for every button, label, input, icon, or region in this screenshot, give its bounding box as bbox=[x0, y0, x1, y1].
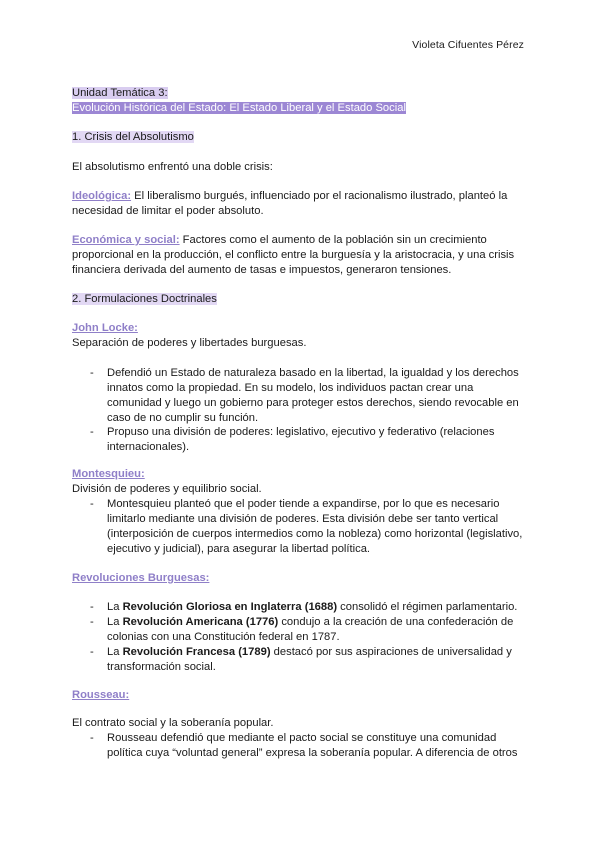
section2-heading-block bbox=[72, 292, 528, 307]
list-item bbox=[90, 645, 530, 675]
section1-intro: El absolutismo enfrentó una doble crisis: bbox=[72, 161, 273, 173]
r2-bold: Revolución Americana (1776) bbox=[122, 616, 279, 628]
rousseau-label bbox=[72, 688, 528, 703]
montesquieu-bullet-1: Montesquieu planteó que el poder tiende a expandirse, por lo que es necesario limitarlo mediante una división de poderes. Esta división debe ser tanto vertical (interposición de cuerpos intermedios como la nobleza) como horizontal (legislativo, ejecutivo y judicial), para asegurar la libertad política. bbox=[107, 498, 523, 555]
rousseau-label-text: Rousseau: bbox=[72, 689, 130, 701]
r1-bold: Revolución Gloriosa en Inglaterra (1688) bbox=[122, 601, 338, 613]
locke-label bbox=[72, 321, 528, 336]
section1-heading: 1. Crisis del Absolutismo bbox=[72, 131, 194, 143]
bullet-dash: - bbox=[90, 367, 94, 379]
economica-label: Económica y social: bbox=[72, 234, 180, 246]
montesquieu-label bbox=[72, 467, 528, 482]
montesquieu-label-text: Montesquieu: bbox=[72, 468, 145, 480]
bullet-dash: - bbox=[90, 646, 94, 658]
bullet-dash: - bbox=[90, 732, 94, 744]
bullet-dash: - bbox=[90, 426, 94, 438]
revoluciones-label bbox=[72, 571, 528, 586]
economica-paragraph bbox=[72, 233, 528, 278]
r2-post: condujo a la creación de una confederación de colonias con una Constitución federal en 1787. bbox=[107, 616, 514, 643]
unit-subtitle: Evolución Histórica del Estado: El Estado Liberal y el Estado Social bbox=[72, 102, 406, 114]
bullet-dash: - bbox=[90, 601, 94, 613]
montesquieu-subtitle: División de poderes y equilibrio social. bbox=[72, 483, 262, 495]
rousseau-bullet-1: Rousseau defendió que mediante el pacto social se constituye una comunidad política cuya “voluntad general” expresa la soberanía popular. A diferencia de otros bbox=[107, 732, 518, 759]
r3-bold: Revolución Francesa (1789) bbox=[122, 646, 271, 658]
r1-pre: La bbox=[107, 601, 123, 613]
revolucion-gloriosa bbox=[107, 600, 527, 615]
list-item bbox=[90, 600, 530, 615]
locke-subtitle: Separación de poderes y libertades burguesas. bbox=[72, 337, 307, 349]
ideologica-paragraph bbox=[72, 189, 528, 219]
section1-heading-block bbox=[72, 130, 528, 145]
bullet-dash: - bbox=[90, 616, 94, 628]
list-item bbox=[90, 615, 530, 645]
list-item bbox=[90, 731, 530, 761]
r1-post: consolidó el régimen parlamentario. bbox=[337, 601, 518, 613]
economica-text: Factores como el aumento de la población sin un crecimiento proporcional en la producción, el conflicto entre la burguesía y la aristocracia, y una crisis financiera derivada del aumento de tasas e impuestos, generaron tensiones. bbox=[72, 234, 515, 276]
ideologica-text: El liberalismo burgués, influenciado por el racionalismo ilustrado, planteó la necesidad de limitar el poder absoluto. bbox=[72, 190, 508, 217]
locke-bullet-1: Defendió un Estado de naturaleza basado en la libertad, la igualdad y los derechos innatos como la propiedad. En su modelo, los individuos pactan crear una comunidad y luego un gobierno para proteger estos derechos, siendo revocable en caso de no cumplir su función. bbox=[107, 367, 519, 424]
r2-pre: La bbox=[107, 616, 123, 628]
bullet-dash: - bbox=[90, 498, 94, 510]
unit-title-block bbox=[72, 86, 528, 116]
list-item bbox=[90, 366, 530, 426]
unit-title: Unidad Temática 3: bbox=[72, 87, 168, 99]
author-name: Violeta Cifuentes Pérez bbox=[412, 39, 524, 51]
r3-pre: La bbox=[107, 646, 123, 658]
list-item bbox=[90, 497, 530, 557]
revolucion-americana bbox=[107, 615, 527, 645]
revoluciones-label-text: Revoluciones Burguesas: bbox=[72, 572, 210, 584]
revolucion-francesa bbox=[107, 645, 527, 675]
ideologica-label: Ideológica: bbox=[72, 190, 132, 202]
locke-label-text: John Locke: bbox=[72, 322, 138, 334]
r3-post: destacó por sus aspiraciones de universalidad y transformación social. bbox=[107, 646, 512, 673]
section2-heading: 2. Formulaciones Doctrinales bbox=[72, 293, 217, 305]
list-item bbox=[90, 425, 530, 455]
rousseau-subtitle: El contrato social y la soberanía popular. bbox=[72, 717, 274, 729]
locke-bullet-2: Propuso una división de poderes: legislativo, ejecutivo y federativo (relaciones internacionales). bbox=[107, 426, 495, 453]
